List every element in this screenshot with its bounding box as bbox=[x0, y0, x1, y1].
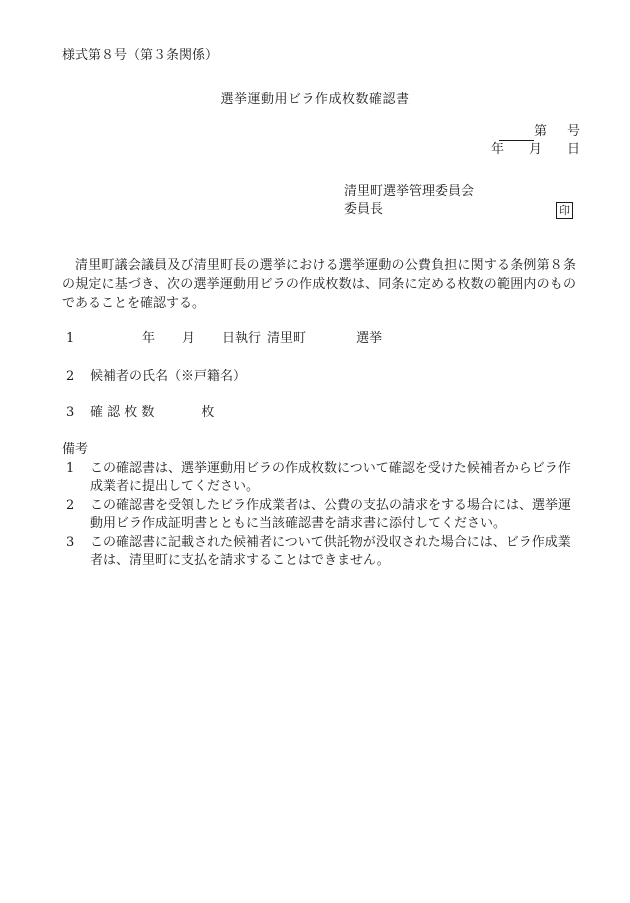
document-title: 選挙運動用ビラ作成枚数確認書 bbox=[220, 92, 410, 107]
remark-item bbox=[62, 460, 582, 496]
item-number: 1 bbox=[66, 331, 75, 346]
form-number-label: 様式第８号（第３条関係） bbox=[62, 48, 219, 63]
remark-item bbox=[62, 497, 582, 533]
remarks-list bbox=[62, 460, 582, 571]
date-month: 月 bbox=[528, 142, 542, 157]
date-day: 日 bbox=[566, 142, 580, 157]
remark-number: 3 bbox=[66, 535, 75, 550]
election-year: 年 bbox=[142, 331, 156, 346]
document-number bbox=[499, 123, 580, 141]
remark-text: この確認書を受領したビラ作成業者は、公費の支払の請求をする場合には、選挙運動用ビラ作成証明書とともに当該確認書を請求書に添付してください。 bbox=[90, 498, 572, 531]
item-election bbox=[66, 330, 382, 348]
body-paragraph: 清里町議会議員及び清里町長の選挙における選挙運動の公費負担に関する条例第８条の規定に基づき、次の選挙運動用ビラの作成枚数は、同条に定める枚数の範囲内のものであることを確認する。 bbox=[62, 258, 576, 311]
item-confirmed-count bbox=[66, 404, 214, 422]
count-unit: 枚 bbox=[201, 405, 215, 420]
item-number: 3 bbox=[66, 405, 75, 420]
date-year: 年 bbox=[490, 142, 504, 157]
remark-text: この確認書は、選挙運動用ビラの作成枚数について確認を受けた候補者からビラ作成業者に提出してください。 bbox=[90, 461, 571, 494]
item-number: 2 bbox=[66, 369, 75, 384]
item-candidate-name bbox=[66, 368, 246, 386]
issuer-committee: 清里町選挙管理委員会 bbox=[344, 184, 475, 199]
candidate-name-label: 候補者の氏名（※戸籍名） bbox=[90, 369, 247, 384]
election-town: 清里町 bbox=[267, 331, 307, 346]
issue-date bbox=[491, 141, 580, 159]
remark-number: 2 bbox=[66, 498, 75, 513]
remark-text: この確認書に記載された候補者について供託物が没収された場合には、ビラ作成業者は、清里町に支払を請求することはできません。 bbox=[90, 535, 571, 568]
confirmed-count-label: 確 認 枚 数 bbox=[90, 405, 155, 420]
issuer-chairman: 委員長 bbox=[344, 202, 384, 217]
remarks-heading: 備考 bbox=[62, 442, 89, 457]
seal-stamp-box: 印 bbox=[556, 202, 573, 219]
number-go: 号 bbox=[566, 124, 580, 139]
remark-number: 1 bbox=[66, 461, 75, 476]
election-label: 選挙 bbox=[356, 331, 383, 346]
remark-item bbox=[62, 534, 582, 570]
number-blank bbox=[499, 126, 534, 141]
election-day-exec: 日執行 bbox=[222, 331, 262, 346]
number-dai: 第 bbox=[533, 124, 547, 139]
election-month: 月 bbox=[182, 331, 196, 346]
